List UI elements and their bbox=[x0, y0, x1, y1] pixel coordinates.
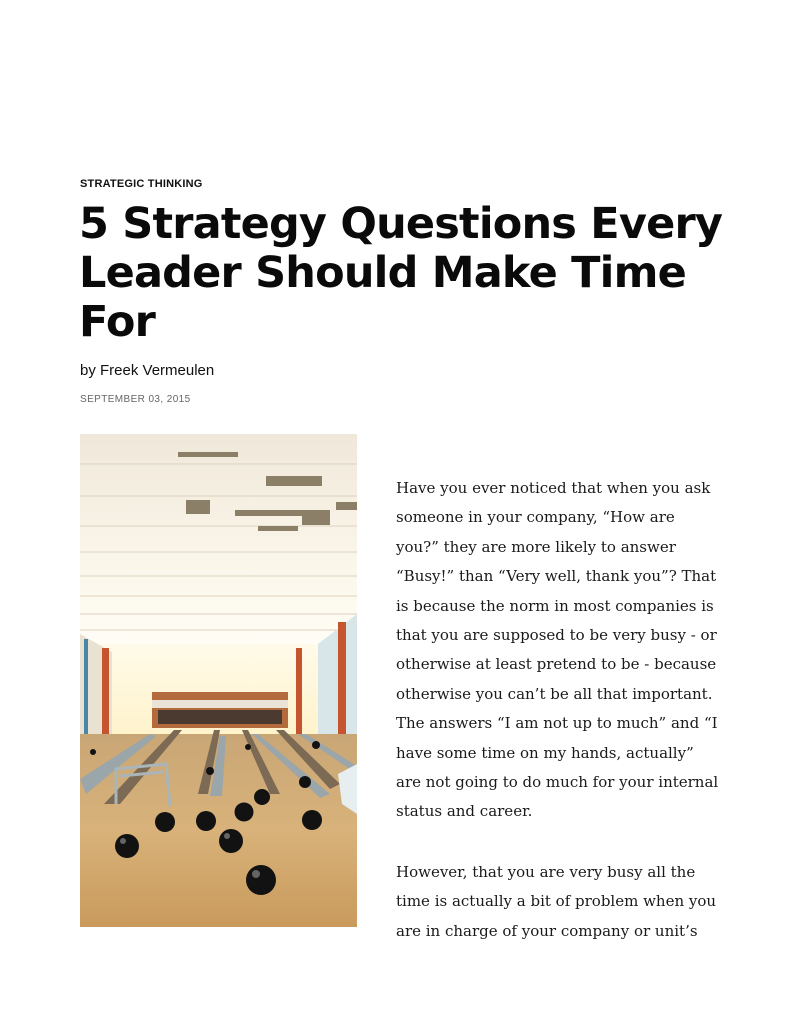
text-line: are in charge of your company or unit’s bbox=[396, 921, 698, 940]
text-line: someone in your company, “How are bbox=[396, 508, 675, 527]
text-line: “Busy!” than “Very well, thank you”? That bbox=[396, 567, 717, 586]
paragraph bbox=[396, 858, 717, 946]
title-line: For bbox=[79, 297, 155, 347]
article-body bbox=[396, 474, 719, 977]
text-line: that you are supposed to be very busy - or bbox=[396, 626, 717, 645]
title-line: 5 Strategy Questions Every bbox=[79, 199, 723, 249]
text-line: status and career. bbox=[396, 802, 533, 821]
category-label[interactable]: STRATEGIC THINKING bbox=[80, 178, 203, 190]
hero-image bbox=[80, 434, 357, 927]
bowling-alley-photo bbox=[80, 434, 357, 927]
text-line: However, that you are very busy all the bbox=[396, 862, 696, 881]
text-line: time is actually a bit of problem when you bbox=[396, 892, 717, 911]
article-title bbox=[79, 199, 723, 347]
text-line: have some time on my hands, actually” bbox=[396, 743, 694, 762]
paragraph bbox=[396, 474, 719, 827]
title-line: Leader Should Make Time bbox=[79, 248, 686, 298]
text-line: is because the norm in most companies is bbox=[396, 596, 714, 615]
text-line: Have you ever noticed that when you ask bbox=[396, 479, 711, 497]
text-line: otherwise at least pretend to be - because bbox=[396, 655, 717, 674]
publish-date: SEPTEMBER 03, 2015 bbox=[80, 394, 191, 405]
author-byline[interactable]: by Freek Vermeulen bbox=[80, 362, 215, 379]
text-line: you?” they are more likely to answer bbox=[396, 537, 676, 556]
text-line: otherwise you can’t be all that important. bbox=[396, 684, 713, 703]
text-line: are not going to do much for your internal bbox=[396, 773, 719, 792]
text-line: The answers “I am not up to much” and “I bbox=[396, 714, 718, 733]
